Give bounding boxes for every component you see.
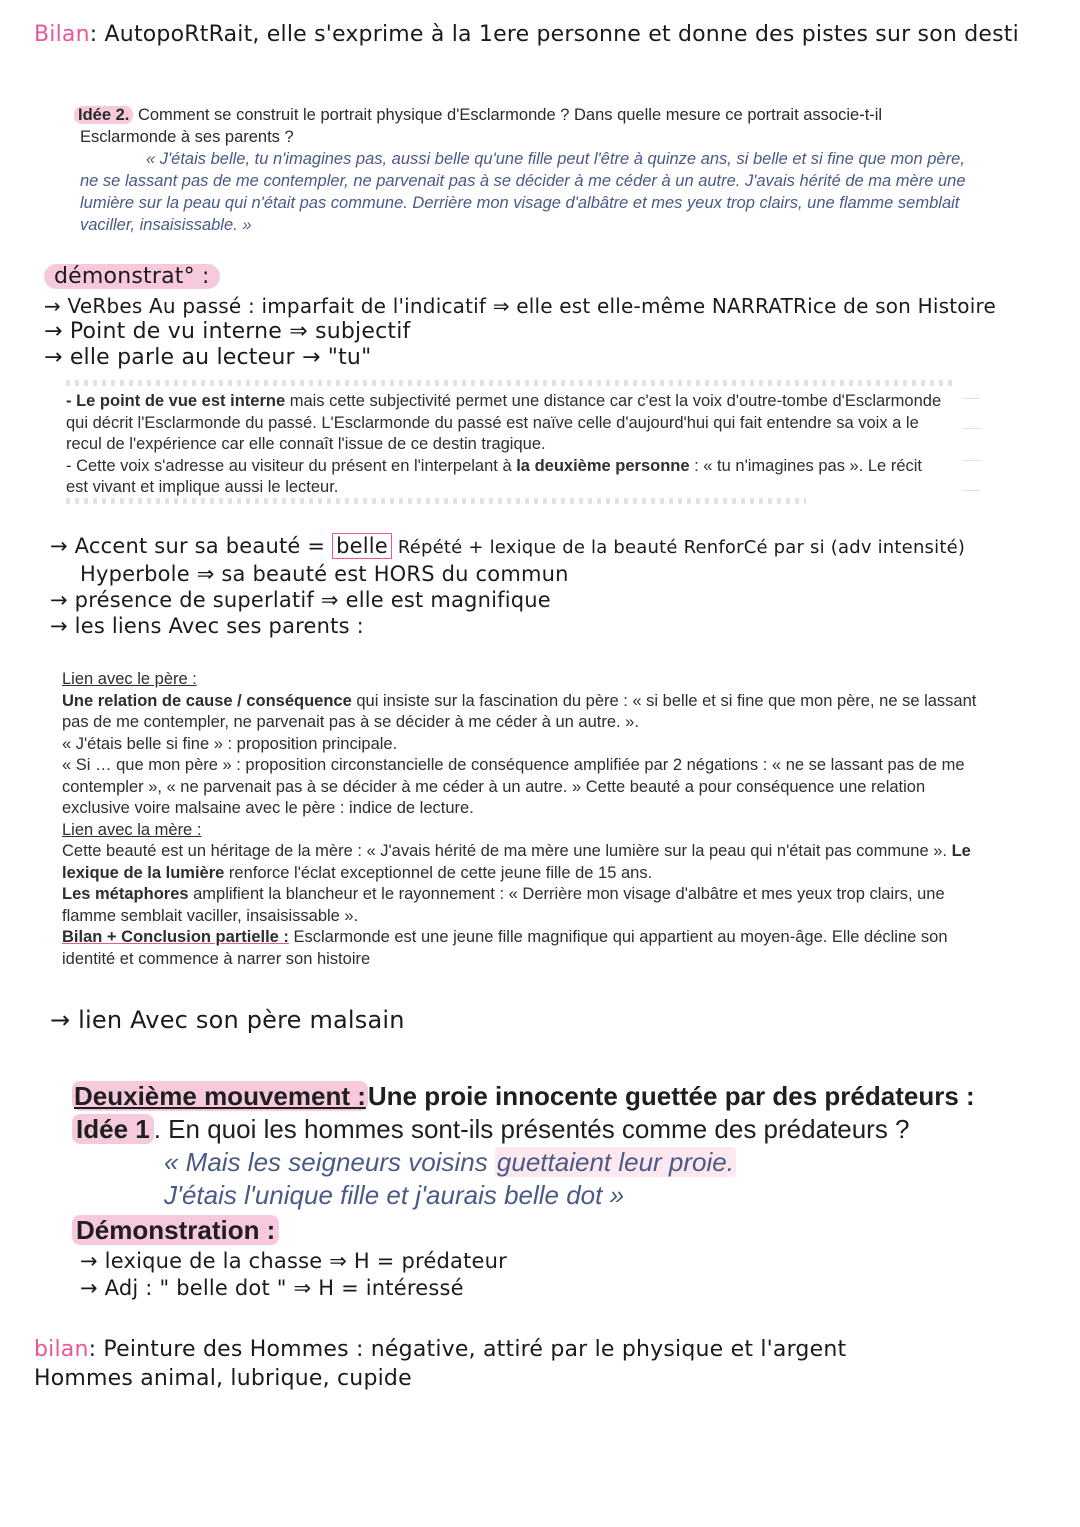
heritage-post: renforce l'éclat exceptionnel de cette jeune fille de 15 ans. [224, 863, 653, 882]
chasse-line: → lexique de la chasse ⇒ H = prédateur [80, 1249, 507, 1273]
idee1-label: Idée 1 [72, 1114, 154, 1144]
metaphores-bold: Les métaphores [62, 885, 189, 903]
idee2-question-line2: Esclarmonde à ses parents ? [80, 128, 294, 146]
mouvement2-title: Une proie innocente guettée par des prédateurs : [367, 1081, 975, 1111]
demo2-hand [80, 1248, 507, 1302]
bilan2-label: bilan [34, 1337, 89, 1362]
mouvement2-title-hl: Deuxième mouvement : [74, 1081, 366, 1111]
accent-post: Répété + lexique de la beauté RenforCé par si (adv intensité) [391, 537, 966, 558]
heritage-pre: Cette beauté est un héritage de la mère : « J'avais hérité de ma mère une lumière sur la peau qui n'était pas commune ». [62, 842, 952, 860]
lien-mere-heading: Lien avec la mère : [62, 820, 202, 839]
voix-bold: la deuxième personne [516, 456, 690, 475]
demo-line-1: → VeRbes Au passé : imparfait de l'indicatif ⇒ elle est elle-même NARRATRice de son Histoire [44, 294, 996, 318]
demo-line-2: → Point de vu interne ⇒ subjectif [44, 319, 411, 344]
margin-mark [962, 490, 980, 491]
demo-hand-block [44, 264, 996, 371]
dot-line: → Adj : " belle dot " ⇒ H = intéressé [80, 1276, 464, 1300]
bilan2-block [34, 1335, 846, 1393]
hand-block-2 [50, 533, 1070, 639]
prop-principale: « J'étais belle si fine » : proposition principale. [62, 734, 398, 753]
faded-text-strip-2 [66, 498, 806, 504]
pdv-bold: - Le point de vue est interne [66, 392, 286, 410]
demo-line-3: → elle parle au lecteur → "tu" [44, 345, 372, 370]
bilan2-line2: Hommes animal, lubrique, cupide [34, 1366, 412, 1391]
demo-label: démonstrat° : [44, 264, 220, 289]
accent-pre: → Accent sur sa beauté = [50, 534, 333, 558]
bilan-label: Bilan [34, 22, 90, 47]
belle-boxed: belle [332, 533, 392, 559]
bilan-conclusion-text: Esclarmonde est une jeune fille magnifique qui appartient au moyen-âge. Elle décline son identité et commence à narrer son histoire [62, 928, 948, 968]
relation-bold: Une relation de cause / conséquence [62, 691, 352, 710]
voix-post: : « tu n'imagines pas ». Le récit est vivant et implique aussi le lecteur. [66, 456, 922, 496]
faded-text-strip [66, 380, 956, 386]
typed-block-2 [62, 669, 990, 970]
hyperbole-line: Hyperbole ⇒ sa beauté est HORS du commun [80, 562, 569, 586]
lien-pere-heading: Lien avec le père : [62, 670, 197, 688]
quote1-hl: guettaient leur proie. [496, 1147, 734, 1177]
liens-line: → les liens Avec ses parents : [50, 614, 364, 638]
pdv-text: mais cette subjectivité permet une distance car c'est la voix d'outre-tombe d'Esclarmonde qui décrit l'Esclarmonde du passé. L'Esclarmonde du passé est naïve celle d'aujourd'hui qui fait entendre sa voix a le recul de l'expérience car elle connaît l'issue de ce destin tragique. [66, 392, 942, 453]
mouvement2-block [72, 1080, 1072, 1247]
idee2-question-line1: Comment se construit le portrait physique d'Esclarmonde ? Dans quelle mesure ce portrait associe-t-il [133, 106, 883, 124]
voix-pre: - Cette voix s'adresse au visiteur du présent en l'interpelant à [66, 456, 517, 475]
idee2-block [74, 104, 984, 236]
idee2-label: Idée 2. [74, 106, 133, 124]
quote2: J'étais l'unique fille et j'aurais belle dot » [164, 1180, 625, 1210]
superlatif-line: → présence de superlatif ⇒ elle est magnifique [50, 588, 551, 612]
typed-block-1 [66, 391, 946, 499]
bilan2-line1: : Peinture des Hommes : négative, attiré par le physique et l'argent [88, 1337, 847, 1362]
lien-pere-malsain: → lien Avec son père malsain [50, 1006, 405, 1034]
bilan-heading [34, 22, 1019, 47]
relation-text: qui insiste sur la fascination du père : « si belle et si fine que mon père, ne se lassant pas de me contempler, ne parvenait pas à se décider à me céder à un autre. ». [62, 691, 977, 731]
quote1-pre: « Mais les seigneurs voisins [164, 1147, 495, 1177]
prop-circonstancielle: « Si … que mon père » : proposition circonstancielle de conséquence amplifiée par 2 négations : « ne se lassant pas de me contempler », « ne parvenait pas à se décider à me céder à un autre. » Cette beauté a pour conséquence une relation exclusive voire malsaine avec le père : indice de lecture. [62, 756, 965, 817]
margin-mark [962, 428, 980, 429]
bilan-conclusion-bold: Bilan + Conclusion partielle : [62, 928, 289, 946]
margin-mark [962, 460, 980, 461]
heritage-bold: Le lexique de la lumière [62, 842, 971, 882]
bilan-text: : AutopoRtRait, elle s'exprime à la 1ere personne et donne des pistes sur son desti [89, 22, 1019, 47]
metaphores-text: amplifient la blancheur et le rayonnement : « Derrière mon visage d'albâtre et mes yeux trop clairs, une flamme semblait vaciller, insaisissable ». [62, 885, 945, 925]
demo2-label: Démonstration : [72, 1215, 279, 1245]
idee1-question: . En quoi les hommes sont-ils présentés comme des prédateurs ? [153, 1114, 910, 1144]
idee2-quote: « J'étais belle, tu n'imagines pas, aussi belle qu'une fille peut l'être à quinze ans, si belle et si fine que mon père, ne se lassant pas de me contempler, ne parvenait pas à se décider à me céder à un autre. J'avais hérité de ma mère une lumière sur la peau qui n'était pas commune. Derrière mon visage d'albâtre et mes yeux trop clairs, une flamme semblait vaciller, insaisissable. » [80, 150, 966, 234]
margin-mark [962, 398, 980, 399]
